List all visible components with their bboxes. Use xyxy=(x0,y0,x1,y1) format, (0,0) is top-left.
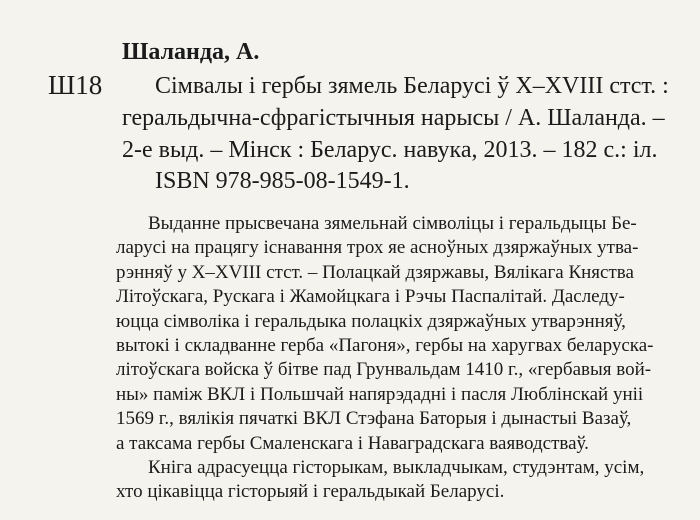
annotation-line: рэнняў у X–XVIII стст. – Полацкай дзяржавы, Вялікага Княства xyxy=(116,261,634,283)
annotation-line: Літоўскага, Рускага і Жамойцкага і Рэчы Паспалітай. Даследу- xyxy=(116,286,625,308)
annotation-line: а таксама гербы Смаленскага і Наваградскага ваяводстваў. xyxy=(116,432,589,454)
annotation-line: ларусі на працягу існавання трох яе асноўных дзяржаўных утва- xyxy=(116,237,639,259)
annotation-line: Выданне прысвечана зямельнай сімволіцы і геральдыцы Бе- xyxy=(148,213,637,234)
annotation-line: юцца сімволіка і геральдыка полацкіх дзяржаўных утварэнняў, xyxy=(116,310,626,332)
annotation-line: хто цікавіцца гісторыяй і геральдыкай Беларусі. xyxy=(116,481,505,503)
annotation-line: вытокі і складванне герба «Пагоня», гербы на харугвах беларуска- xyxy=(116,335,654,357)
citation-line: Сімвалы і гербы зямель Беларусі ў X–XVIII стст. : xyxy=(155,73,669,99)
annotation-text xyxy=(116,212,686,505)
citation-line: геральдычна-сфрагістычныя нарысы / А. Шаланда. – xyxy=(122,105,665,131)
annotation-line: Кніга адрасуецца гісторыкам, выкладчыкам, студэнтам, усім, xyxy=(148,457,645,479)
card-index: Ш18 xyxy=(48,70,103,100)
annotation-line: літоўскага войска ў бітве пад Грунвальдам 1410 г., «гербавыя вой- xyxy=(116,359,652,381)
citation-line: 2-е выд. – Мінск : Беларус. навука, 2013. – 182 с.: іл. xyxy=(122,137,658,163)
annotation-line: 1569 г., вялікія пячаткі ВКЛ Стэфана Баторыя і дынастыі Вазаў, xyxy=(116,408,632,430)
bibliographic-citation xyxy=(122,70,684,166)
author-heading: Шаланда, А. xyxy=(122,39,260,65)
annotation-line: ны» паміж ВКЛ і Польшчай напярэдадні і пасля Люблінскай уніі xyxy=(116,383,644,405)
isbn-line: ISBN 978-985-08-1549-1. xyxy=(155,168,410,194)
